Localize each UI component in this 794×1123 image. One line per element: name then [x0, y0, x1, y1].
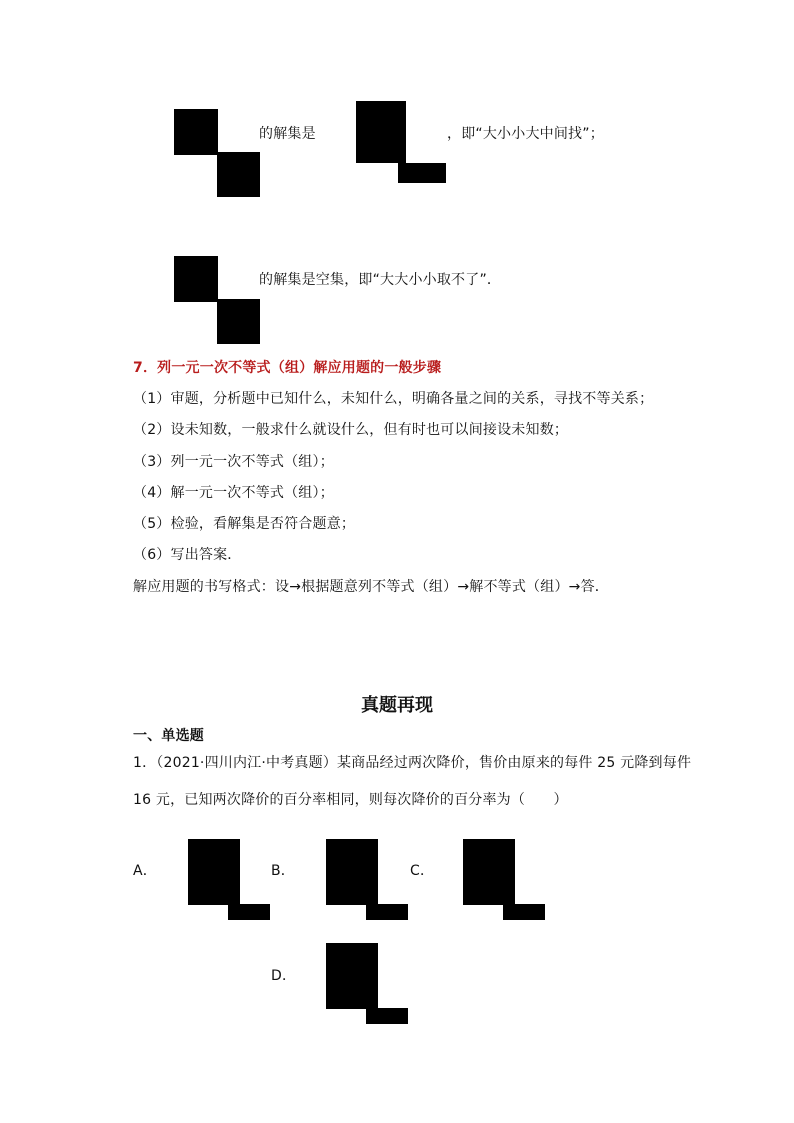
step-1: （1）审题，分析题中已知什么，未知什么，明确各量之间的关系，寻找不等关系；	[133, 391, 654, 407]
step-5: （5）检验，看解集是否符合题意；	[133, 516, 356, 532]
option-a-label[interactable]: A．	[133, 863, 157, 879]
rule1-text-suffix: ，即“大小小大中间找”；	[447, 126, 604, 142]
page-title: 真题再现	[361, 695, 433, 716]
option-b-label[interactable]: B．	[271, 863, 296, 879]
step-3: （3）列一元一次不等式（组）；	[133, 454, 334, 470]
option-c-label[interactable]: C．	[410, 863, 435, 879]
option-c-formula-image[interactable]	[463, 839, 545, 921]
step-2: （2）设未知数，一般求什么就设什么，但有时也可以间接设未知数；	[133, 422, 569, 438]
step-4: （4）解一元一次不等式（组）；	[133, 485, 334, 501]
writing-format: 解应用题的书写格式：设→根据题意列不等式（组）→解不等式（组）→答．	[133, 579, 609, 595]
question-1-line-1: 1．（2021·四川内江·中考真题）某商品经过两次降价，售价由原来的每件 25 元降到每件	[133, 755, 692, 771]
option-d-label[interactable]: D．	[271, 968, 297, 984]
formula-image-system-2	[174, 256, 262, 344]
option-d-formula-image[interactable]	[326, 943, 408, 1025]
option-a-formula-image[interactable]	[188, 839, 270, 921]
formula-image-solution-1	[356, 101, 448, 184]
subsection-heading: 一、单选题	[133, 728, 204, 744]
question-1-line-2: 16 元，已知两次降价的百分率相同，则每次降价的百分率为（ ）	[133, 792, 568, 808]
option-b-formula-image[interactable]	[326, 839, 408, 921]
rule2-text: 的解集是空集，即“大大小小取不了”．	[259, 272, 502, 288]
section-heading: 7．列一元一次不等式（组）解应用题的一般步骤	[133, 360, 442, 376]
rule1-text-prefix: 的解集是	[259, 126, 316, 142]
formula-image-system-1	[174, 109, 262, 197]
step-6: （6）写出答案．	[133, 547, 242, 563]
